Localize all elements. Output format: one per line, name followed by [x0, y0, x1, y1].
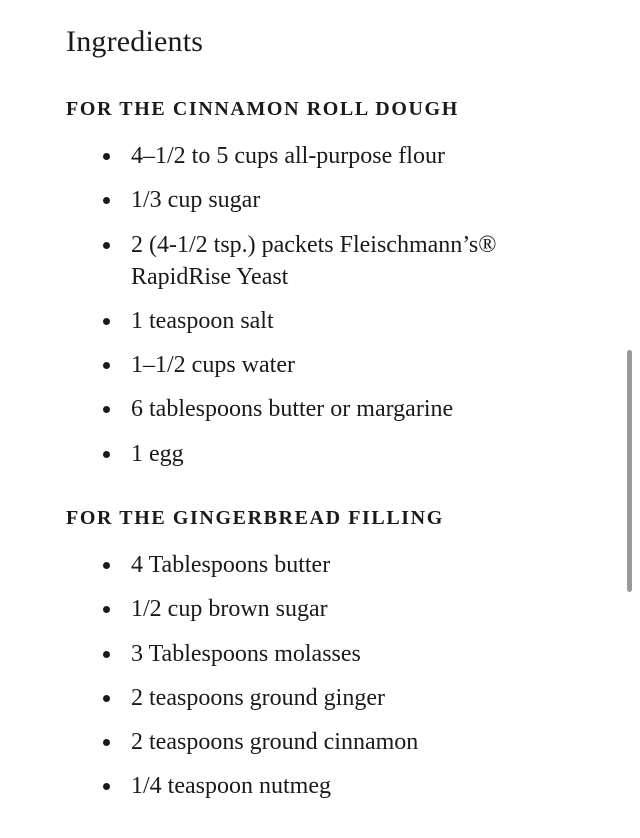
ingredient-text: 1/2 cup brown sugar: [131, 596, 328, 623]
page-title: Ingredients: [66, 25, 204, 58]
scrollbar-thumb[interactable]: [627, 350, 632, 592]
ingredient-text: 1 egg: [131, 440, 184, 467]
ingredient-text: 4 Tablespoons butter: [131, 552, 331, 578]
list-item: [0, 393, 600, 425]
bullet-icon: [103, 562, 110, 569]
bullet-icon: [103, 651, 110, 658]
bullet-icon: [103, 695, 110, 702]
bullet-icon: [103, 606, 110, 613]
list-item: [0, 770, 600, 802]
ingredient-text: 1–1/2 cups water: [131, 352, 295, 379]
ingredient-text: 1/3 cup sugar: [131, 187, 261, 214]
ingredient-text: 2 (4-1/2 tsp.) packets Fleischmann’s® RapidRise Yeast: [131, 231, 497, 290]
ingredient-text: 1/4 teaspoon nutmeg: [131, 773, 331, 800]
ingredient-text: 3 Tablespoons molasses: [131, 640, 361, 667]
ingredient-text: 2 teaspoons ground cinnamon: [131, 729, 419, 756]
bullet-icon: [103, 362, 110, 369]
ingredient-text: 4–1/2 to 5 cups all-purpose flour: [131, 143, 445, 169]
list-item: [0, 140, 600, 172]
ingredient-text: 1 teaspoon salt: [131, 307, 274, 334]
bullet-icon: [103, 153, 110, 160]
ingredient-text: 2 teaspoons ground ginger: [131, 684, 385, 711]
list-item: [0, 638, 600, 670]
list-item: [0, 305, 600, 337]
ingredient-list-dough: [0, 140, 600, 482]
bullet-icon: [103, 318, 110, 325]
bullet-icon: [103, 739, 110, 746]
bullet-icon: [103, 197, 110, 204]
ingredient-text: 6 tablespoons butter or margarine: [131, 396, 454, 423]
bullet-icon: [103, 451, 110, 458]
list-item: [0, 184, 600, 216]
list-item: [0, 726, 600, 758]
list-item: [0, 349, 600, 381]
section-heading-dough: FOR THE CINNAMON ROLL DOUGH: [66, 98, 459, 120]
ingredient-list-filling: [0, 549, 600, 815]
list-item: [0, 229, 600, 293]
section-heading-filling: FOR THE GINGERBREAD FILLING: [66, 507, 444, 529]
bullet-icon: [103, 406, 110, 413]
bullet-icon: [103, 242, 110, 249]
list-item: [0, 549, 600, 581]
bullet-icon: [103, 783, 110, 790]
list-item: [0, 682, 600, 714]
list-item: [0, 593, 600, 625]
list-item: [0, 438, 600, 470]
